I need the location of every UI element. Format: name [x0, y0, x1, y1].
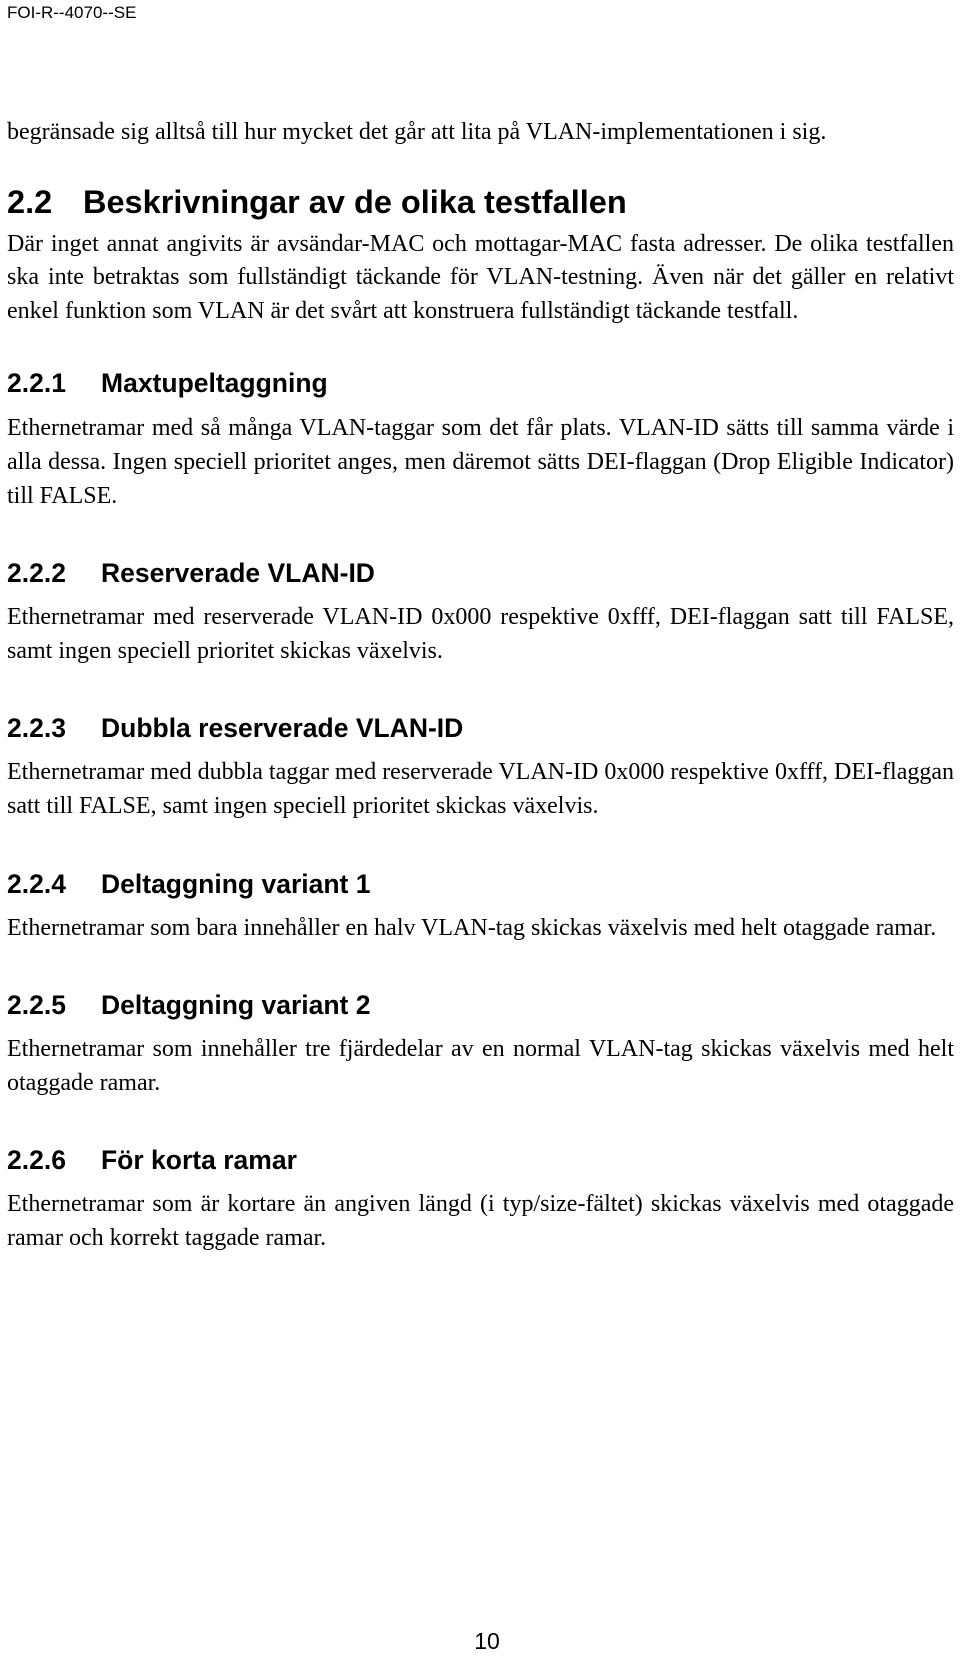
subsection-title: Deltaggning variant 1 — [101, 868, 371, 899]
section-title: Beskrivningar av de olika testfallen — [83, 183, 627, 220]
intro-paragraph: begränsade sig alltså till hur mycket det går att lita på VLAN-implementationen i sig. — [7, 119, 827, 145]
subsection-paragraph-4: Ethernetramar som bara innehåller en halv VLAN-tag skickas växelvis med helt otaggade ramar. — [7, 914, 937, 941]
subsection-number: 2.2.3 — [7, 713, 66, 744]
section-heading — [7, 182, 954, 222]
subsection-number: 2.2.6 — [7, 1145, 66, 1176]
subsection-heading-2 — [7, 556, 954, 590]
subsection-title: Maxtupeltaggning — [101, 368, 328, 399]
subsection-title: Dubbla reserverade VLAN-ID — [101, 713, 464, 744]
subsection-heading-6 — [7, 1143, 954, 1177]
subsection-heading-5 — [7, 988, 954, 1022]
subsection-number: 2.2.4 — [7, 868, 66, 899]
section-number: 2.2 — [7, 183, 53, 220]
subsection-paragraph-1: Ethernetramar med så många VLAN-taggar som det får plats. VLAN-ID sätts till samma värde i alla dessa. Ingen speciell prioritet anges, men däremot sätts DEI-flaggan (Drop Eligible Indicator) till FALSE. — [7, 415, 954, 509]
subsection-title: Reserverade VLAN-ID — [101, 558, 375, 589]
document-body — [7, 116, 954, 1256]
report-id-header: FOI-R--4070--SE — [7, 3, 137, 22]
subsection-paragraph-6: Ethernetramar som är kortare än angiven längd (i typ/size-fältet) skickas växelvis med otaggade ramar och korrekt taggade ramar. — [7, 1191, 954, 1251]
subsection-paragraph-2: Ethernetramar med reserverade VLAN-ID 0x000 respektive 0xfff, DEI-flaggan satt till FALSE, samt ingen speciell prioritet skickas växelvis. — [7, 604, 954, 664]
subsection-paragraph-5: Ethernetramar som innehåller tre fjärdedelar av en normal VLAN-tag skickas växelvis med helt otaggade ramar. — [7, 1036, 954, 1096]
subsection-heading-4 — [7, 867, 954, 901]
section-paragraph: Där inget annat angivits är avsändar-MAC och mottagar-MAC fasta adresser. De olika testfallen ska inte betraktas som fullständigt täckande för VLAN-testning. Även när det gäller en relativt enkel funktion som VLAN är det svårt att konstruera fullständigt täckande testfall. — [7, 230, 954, 324]
subsection-title: Deltaggning variant 2 — [101, 990, 371, 1021]
subsection-heading-1 — [7, 366, 954, 400]
subsection-number: 2.2.2 — [7, 558, 66, 589]
page-number: 10 — [474, 1628, 500, 1654]
subsection-number: 2.2.5 — [7, 990, 66, 1021]
subsection-title: För korta ramar — [101, 1145, 297, 1176]
subsection-heading-3 — [7, 711, 954, 745]
subsection-number: 2.2.1 — [7, 368, 66, 399]
subsection-paragraph-3: Ethernetramar med dubbla taggar med reserverade VLAN-ID 0x000 respektive 0xfff, DEI-flaggan satt till FALSE, samt ingen speciell prioritet skickas växelvis. — [7, 759, 954, 819]
